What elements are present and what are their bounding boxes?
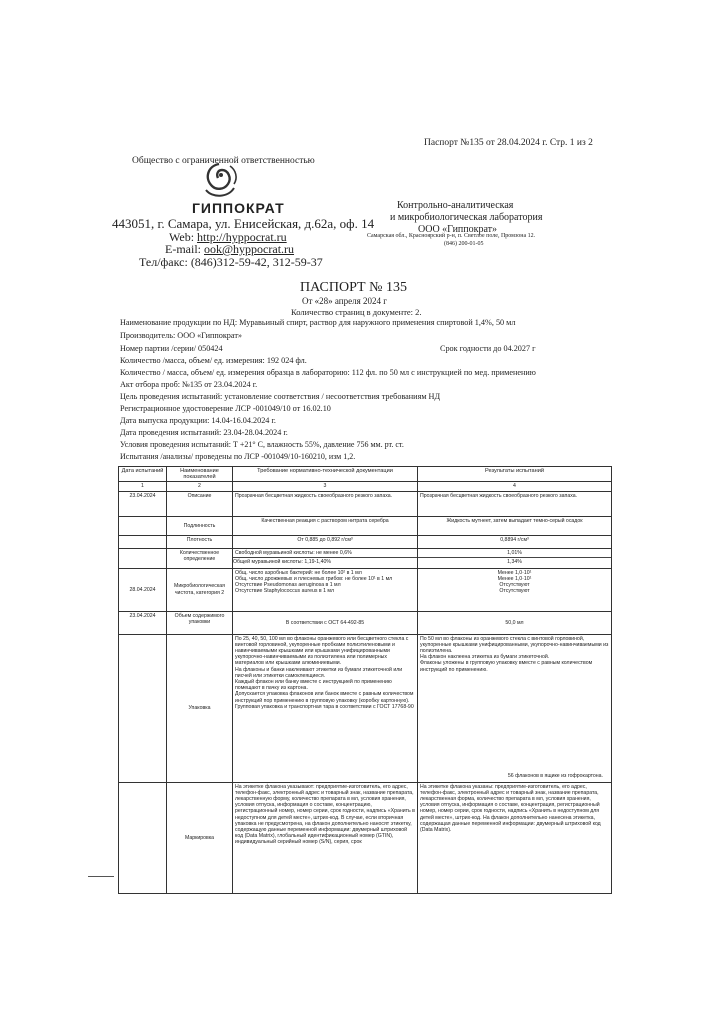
divider bbox=[88, 876, 114, 877]
cell-requirement: На этикетке флакона указывают: предприятие-изготовитель, его адрес, телефон-факс, электронный адрес и товарный знак, название препарата, лекарственную форму, количество препарата в мл, условия хранения, условия отпуска, информация о составе, концентрацию, регистрационный номер, номер серии, срок годности, надпись «Хранить в недоступном для детей месте», штрих-код. В случае, если вторичная упаковка не предусмотрена, на флакон дополнительно наносят этикетку, содержащую данные переменной информации: двумерный штриховой код (Data Matrix), глобальный идентификационный номер (GTIN), индивидуальный серийный номер (S/N), серия, срок bbox=[233, 782, 418, 893]
table-header-row bbox=[119, 467, 612, 482]
passport-page-ref: Паспорт №135 от 28.04.2024 г. Стр. 1 из 2 bbox=[424, 138, 593, 148]
cell-result bbox=[418, 548, 612, 568]
cell-indicator: Описание bbox=[167, 491, 233, 516]
cell-requirement bbox=[233, 548, 418, 568]
pack-res-2: На флакон наклеена этикетка из бумаги этикеточной. bbox=[420, 654, 550, 661]
cell-requirement: В соответствии с ОСТ 64-492-85 bbox=[233, 611, 418, 634]
table-row-packaging bbox=[119, 634, 612, 782]
cell-result: Жидкость мутнеет, затем выпадает темно-серый осадок bbox=[418, 516, 612, 535]
table-row-microbiology bbox=[119, 568, 612, 611]
cell-result: Прозрачная бесцветная жидкость своеобразного резкого запаха. bbox=[418, 491, 612, 516]
pack-res-3: Флаконы уложены в групповую упаковку вместе с равным количеством инструкций по применению. bbox=[420, 660, 593, 673]
cell-indicator: Подлинность bbox=[167, 516, 233, 535]
cell-date: 23.04.2024 bbox=[119, 611, 167, 634]
cell-date: 28.04.2024 bbox=[119, 568, 167, 611]
lab-name-line3: ООО «Гиппократ» bbox=[418, 224, 498, 235]
cell-date bbox=[119, 548, 167, 568]
col-number: 1 bbox=[119, 482, 167, 491]
header-indicator: Наименование показателей bbox=[167, 467, 233, 482]
cell-indicator: Количественное определение bbox=[167, 548, 233, 568]
web-link[interactable]: http://hyppocrat.ru bbox=[197, 230, 287, 244]
cell-indicator: Микробиологическая чистота, категория 2 bbox=[167, 568, 233, 611]
passport-title: ПАСПОРТ № 135 bbox=[300, 280, 407, 295]
header-result: Результаты испытаний bbox=[418, 467, 612, 482]
assay-res-free: 1,01% bbox=[507, 549, 522, 556]
field-product-name: Наименование продукции по НД: Муравьиный спирт, раствор для наружного применения спиртовой 1,4%, 50 мл bbox=[120, 318, 516, 327]
company-type: Общество с ограниченной ответственностью bbox=[132, 156, 315, 166]
page-count: Количество страниц в документе: 2. bbox=[291, 307, 422, 317]
results-table bbox=[118, 466, 612, 894]
table-row-density bbox=[119, 535, 612, 548]
cell-date bbox=[119, 535, 167, 548]
table-row-assay bbox=[119, 548, 612, 568]
assay-req-free: Свободной муравьиной кислоты: не менее 0,6% bbox=[235, 549, 352, 556]
table-row-identity bbox=[119, 516, 612, 535]
company-address: 443051, г. Самара, ул. Енисейская, д.62а, оф. 14 bbox=[112, 216, 375, 231]
micro-req-3: Отсутствие Pseudomonas aeruginosa в 1 мл bbox=[235, 582, 341, 589]
brand-name: ГИППОКРАТ bbox=[192, 200, 285, 216]
micro-res-4: Отсутствуют bbox=[499, 588, 530, 595]
table-row-labeling bbox=[119, 782, 612, 893]
cell-requirement bbox=[233, 634, 418, 782]
field-test-basis: Испытания /анализы/ проведены по ЛСР -001049/10-160210, изм 1,2. bbox=[120, 452, 356, 461]
field-test-purpose: Цель проведения испытаний: установление соответствия / несоответствия требованиям НД bbox=[120, 392, 441, 401]
cell-indicator: Маркировка bbox=[167, 782, 233, 893]
cell-requirement: От 0,885 до 0,892 г/см³ bbox=[233, 535, 418, 548]
col-number: 2 bbox=[167, 482, 233, 491]
cell-result: 0,8894 г/см³ bbox=[418, 535, 612, 548]
cell-requirement bbox=[233, 568, 418, 611]
pack-res-bottom: 56 флаконов в ящике из гофрокартона. bbox=[507, 773, 603, 780]
micro-req-2: Общ. число дрожжевых и плесневых грибов: не более 10¹ в 1 мл bbox=[235, 575, 393, 582]
col-number: 3 bbox=[233, 482, 418, 491]
field-quantity: Количество /масса, объем/ ед. измерения: 192 024 фл. bbox=[120, 356, 307, 365]
lab-address: Самарская обл., Красноярский р-н, п. Светлое поле, Промзона 12. bbox=[367, 233, 536, 239]
lab-name-line2: и микробиологическая лаборатория bbox=[390, 212, 543, 223]
cell-result bbox=[418, 634, 612, 782]
field-batch: Номер партии /серии/ 050424 bbox=[120, 344, 223, 353]
field-manufacturer: Производитель: ООО «Гиппократ» bbox=[120, 331, 242, 340]
lab-phone: (846) 200-01-05 bbox=[444, 241, 484, 247]
field-sampling-act: Акт отбора проб: №135 от 23.04.2024 г. bbox=[120, 380, 258, 389]
col-number: 4 bbox=[418, 482, 612, 491]
field-test-date: Дата проведения испытаний: 23.04-28.04.2024 г. bbox=[120, 428, 288, 437]
passport-date: От «28» апреля 2024 г bbox=[302, 296, 387, 306]
assay-req-total: Общей муравьиной кислоты: 1,19-1,40% bbox=[233, 557, 417, 565]
email-label: E-mail: bbox=[165, 242, 204, 256]
pack-req-1: По 25, 40, 50, 100 мл во флаконы оранжевого или бесцветного стекла с винтовой горловиной, укупоренные пробками полиэтиленовыми и навинчиваемыми крышками или крышками унифицированными укупорочно-навинчиваемыми из полиэтилена или полимерных материалов или крышками алюминиевыми. bbox=[235, 635, 409, 667]
field-release-date: Дата выпуска продукции: 14.04-16.04.2024 г. bbox=[120, 416, 276, 425]
cell-result bbox=[418, 568, 612, 611]
pack-req-4: Допускается упаковка флаконов или банок вместе с равным количеством инструкций пор применению в групповую упаковку (коробку картонную). bbox=[235, 691, 414, 704]
cell-result: На этикетке флакона указаны: предприятие-изготовитель, его адрес, телефон-факс, электронный адрес и товарный знак, название препарата, лекарственная форма, количество препарата в мл, условия хранения, условия отпуска, информация о составе, концентрация, регистрационный номер, номер серии, срок годности, надпись «Хранить в недоступном для детей месте», штрих-код. На флакон дополнительно нанесена этикетка, содержащая данные переменной информации: двумерный штриховой код (Data Matrix). bbox=[418, 782, 612, 893]
cell-requirement: Прозрачная бесцветная жидкость своеобразного резкого запаха. bbox=[233, 491, 418, 516]
field-registration: Регистрационное удостоверение ЛСР -001049/10 от 16.02.10 bbox=[120, 404, 331, 413]
assay-res-total: 1,34% bbox=[418, 557, 611, 565]
micro-res-1: Менее 1,0·10¹ bbox=[497, 569, 532, 576]
micro-req-4: Отсутствие Staphylococcus aureus в 1 мл bbox=[235, 588, 335, 595]
pack-res-1: По 50 мл во флаконы из оранжевого стекла с винтовой горловиной, укупоренные крышками унифицированными, укупорочно-навинчиваемыми из полиэтилена. bbox=[420, 635, 609, 655]
pack-req-3: Каждый флакон или банку вместе с инструкцией по применению помещают в пачку из картона. bbox=[235, 679, 392, 692]
field-expiry: Срок годности до 04.2027 г bbox=[440, 344, 536, 353]
phone-line: Тел/факс: (846)312-59-42, 312-59-37 bbox=[139, 255, 323, 269]
cell-indicator: Объем содержимого упаковки bbox=[167, 611, 233, 634]
header-date: Дата испытаний bbox=[119, 467, 167, 482]
table-row-description bbox=[119, 491, 612, 516]
field-conditions: Условия проведения испытаний: Т +21° С, влажность 55%, давление 756 мм. рт. ст. bbox=[120, 440, 404, 449]
cell-date bbox=[119, 516, 167, 535]
email-link[interactable]: ook@hyppocrat.ru bbox=[204, 242, 295, 256]
web-label: Web: bbox=[169, 230, 198, 244]
cell-date: 23.04.2024 bbox=[119, 491, 167, 516]
cell-date bbox=[119, 634, 167, 782]
table-row-volume bbox=[119, 611, 612, 634]
micro-res-3: Отсутствуют bbox=[499, 582, 530, 589]
field-sample-quantity: Количество / масса, объем/ ед. измерения образца в лабораторию: 112 фл. по 50 мл с инструкцией по мед. применению bbox=[120, 368, 536, 377]
cell-date bbox=[119, 782, 167, 893]
header-requirement: Требование нормативно-технической документации bbox=[233, 467, 418, 482]
lab-name-line1: Контрольно-аналитическая bbox=[397, 200, 514, 211]
table-number-row bbox=[119, 482, 612, 491]
cell-indicator: Упаковка bbox=[167, 634, 233, 782]
cell-requirement: Качественная реакция с раствором нитрата серебра bbox=[233, 516, 418, 535]
cell-indicator: Плотность bbox=[167, 535, 233, 548]
cell-result: 50,0 мл bbox=[418, 611, 612, 634]
hippocrat-logo-icon bbox=[190, 160, 248, 202]
micro-req-1: Общ. число аэробных бактерий: не более 10² в 1 мл bbox=[235, 569, 362, 576]
pack-req-5: Групповая упаковка и транспортная тара в соответствии с ГОСТ 17768-90 bbox=[235, 703, 414, 710]
pack-req-2: На флаконы и банки наклеивают этикетки из бумаги этикеточной или писчей или этикетки самоклеящиеся. bbox=[235, 666, 403, 679]
micro-res-2: Менее 1,0·10¹ bbox=[497, 575, 532, 582]
